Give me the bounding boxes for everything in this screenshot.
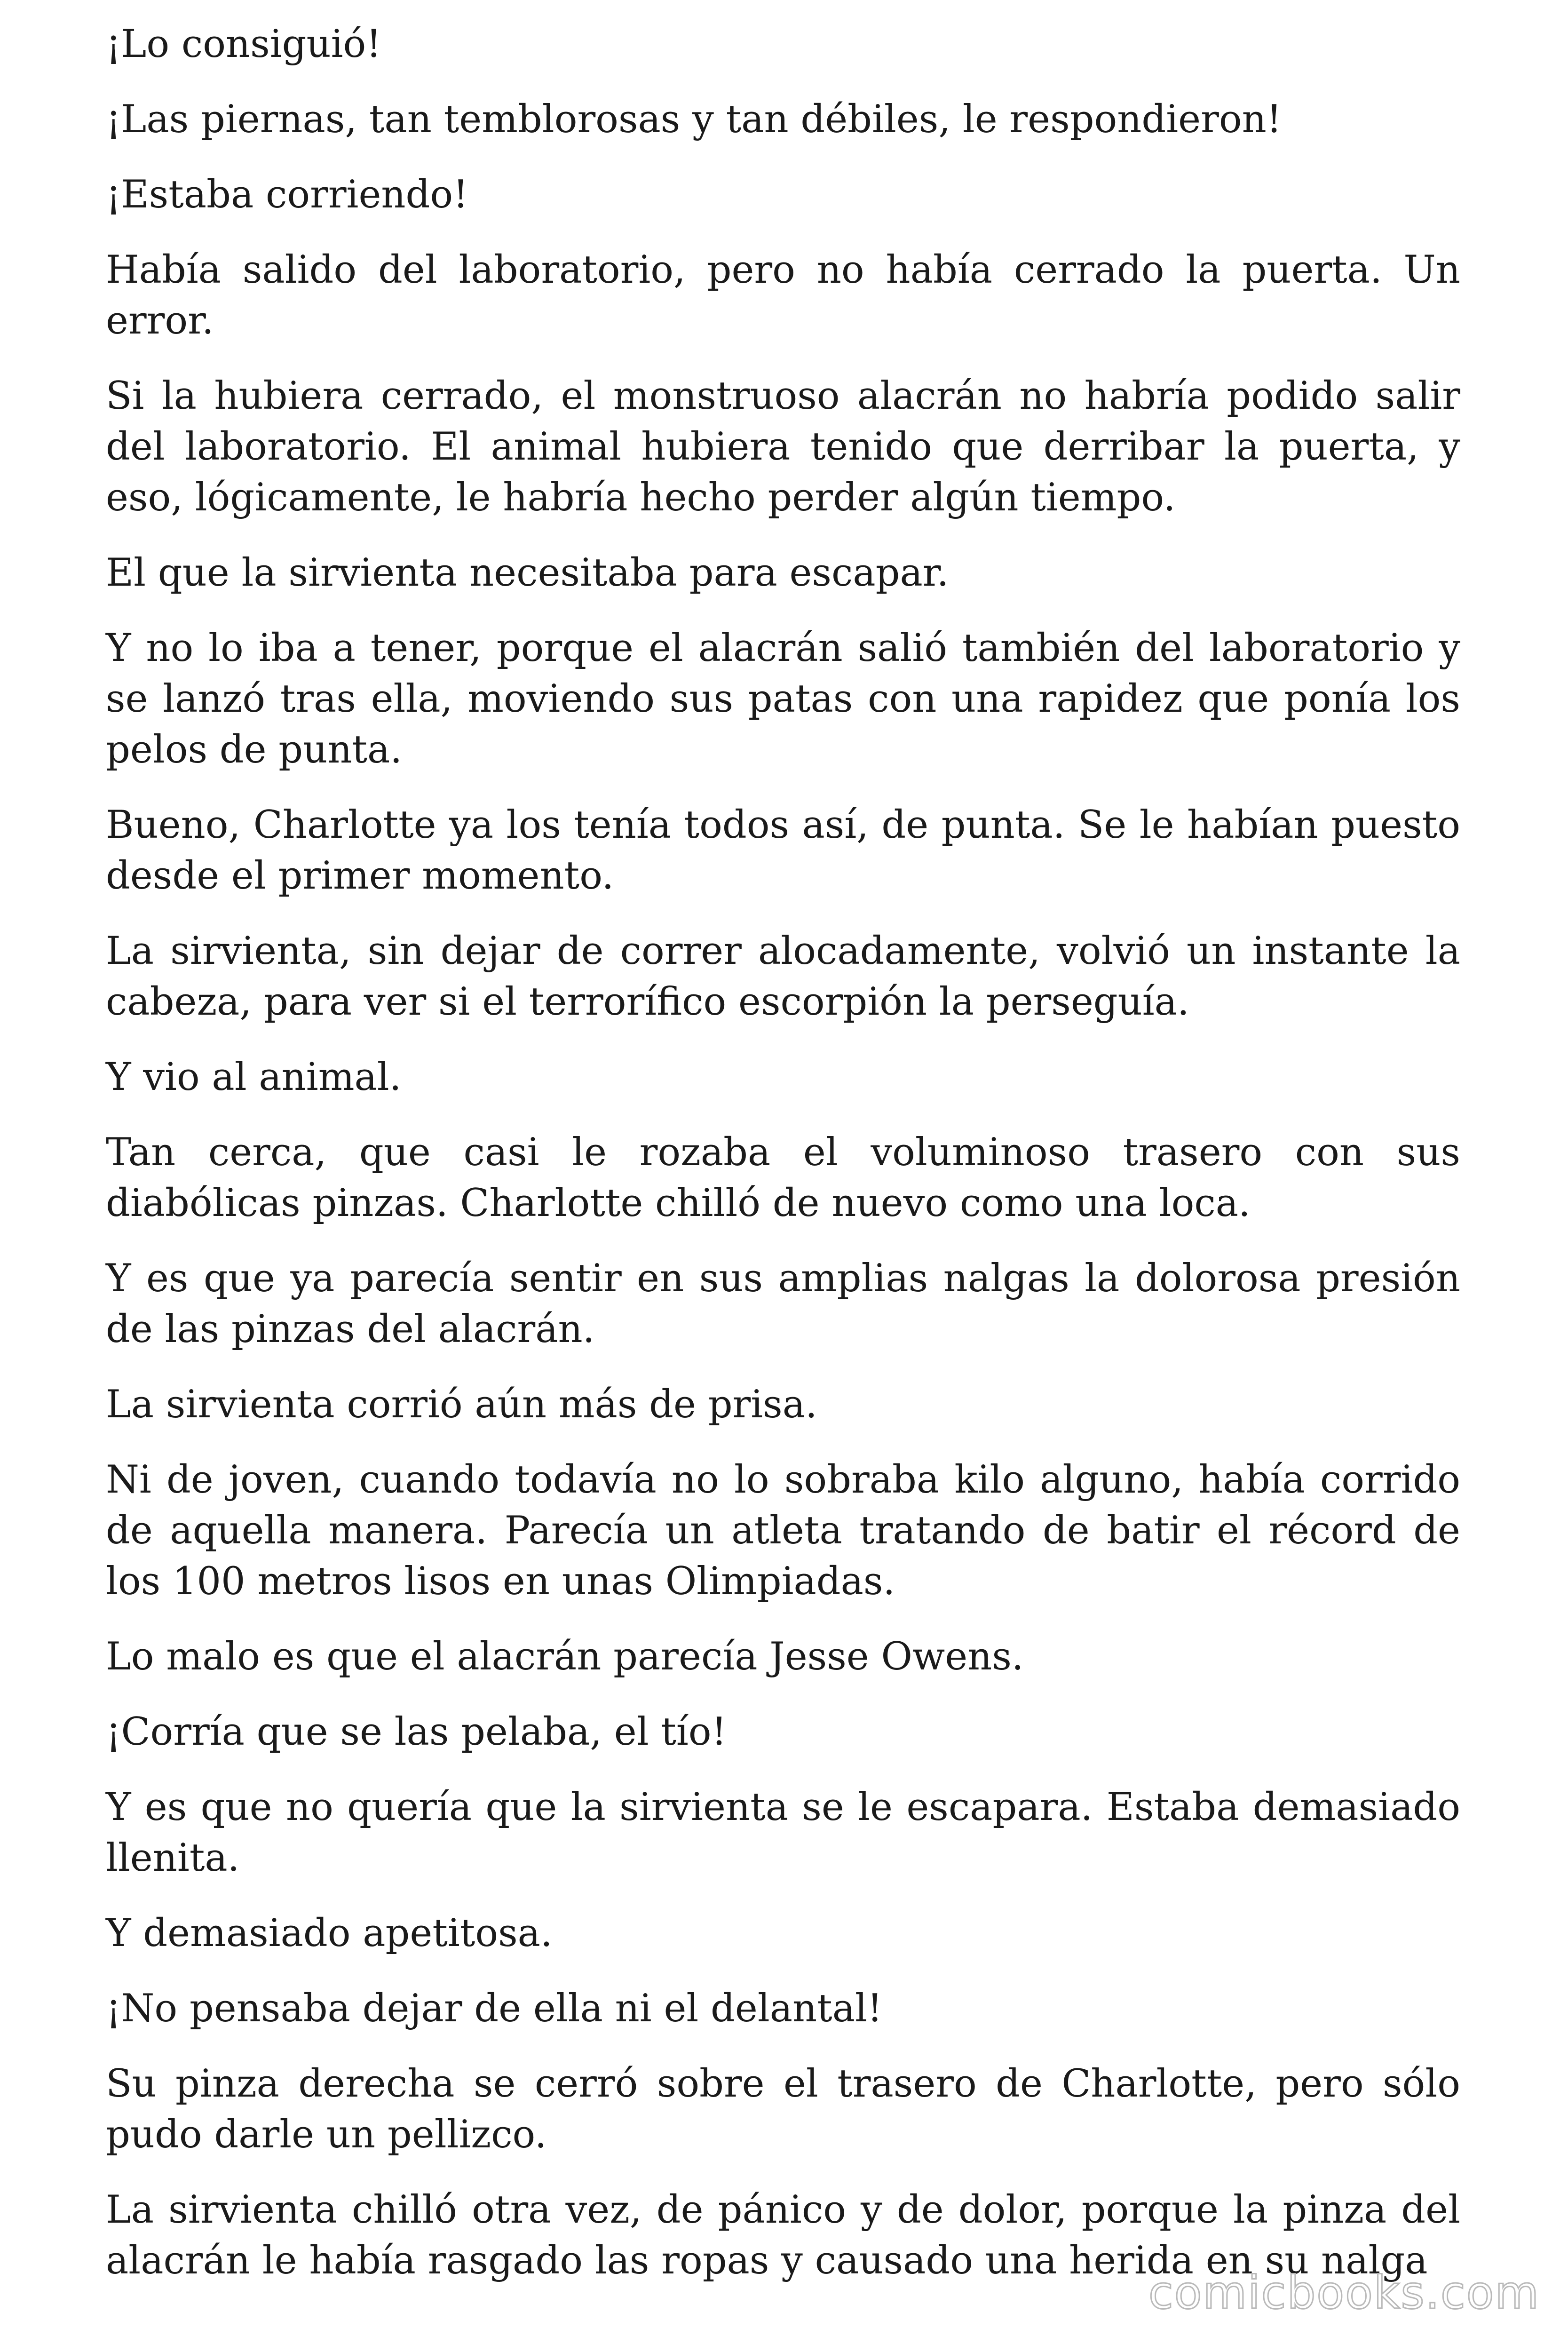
paragraph: ¡Corría que se las pelaba, el tío! bbox=[106, 1710, 727, 1754]
paragraph: Y es que ya parecía sentir en sus amplias nalgas la dolorosa presión de las pinzas del alacrán. bbox=[106, 1256, 1460, 1351]
paragraph: Tan cerca, que casi le rozaba el voluminoso trasero con sus diabólicas pinzas. Charlotte chilló de nuevo como una loca. bbox=[106, 1130, 1460, 1225]
paragraph: Ni de joven, cuando todavía no lo sobraba kilo alguno, había corrido de aquella manera. Parecía un atleta tratando de batir el récord de los 100 metros lisos en unas Olimpiadas. bbox=[106, 1458, 1460, 1604]
paragraph: Y es que no quería que la sirvienta se le escapara. Estaba demasiado llenita. bbox=[106, 1785, 1460, 1880]
paragraph: Y vio al animal. bbox=[106, 1055, 402, 1099]
paragraph: El que la sirvienta necesitaba para escapar. bbox=[106, 551, 949, 595]
paragraph: Su pinza derecha se cerró sobre el trasero de Charlotte, pero sólo pudo darle un pellizco. bbox=[106, 2062, 1460, 2157]
watermark: comicbooks.com bbox=[1148, 2266, 1540, 2319]
paragraph: Si la hubiera cerrado, el monstruoso alacrán no habría podido salir del laboratorio. El animal hubiera tenido que derribar la puerta, y eso, lógicamente, le habría hecho perder algún tiempo. bbox=[106, 374, 1460, 520]
paragraph: Y no lo iba a tener, porque el alacrán salió también del laboratorio y se lanzó tras ella, moviendo sus patas con una rapidez que ponía los pelos de punta. bbox=[106, 626, 1460, 772]
paragraph: Y demasiado apetitosa. bbox=[106, 1911, 553, 1955]
paragraph: Bueno, Charlotte ya los tenía todos así, de punta. Se le habían puesto desde el primer momento. bbox=[106, 803, 1460, 898]
paragraph: La sirvienta corrió aún más de prisa. bbox=[106, 1383, 817, 1427]
paragraph: ¡No pensaba dejar de ella ni el delantal! bbox=[106, 1986, 883, 2031]
paragraph: La sirvienta chilló otra vez, de pánico y de dolor, porque la pinza del alacrán le había rasgado las ropas y causado una herida en su nalga bbox=[106, 2188, 1460, 2283]
paragraph: ¡Lo consiguió! bbox=[106, 22, 381, 66]
paragraph: Había salido del laboratorio, pero no había cerrado la puerta. Un error. bbox=[106, 248, 1460, 343]
paragraph: La sirvienta, sin dejar de correr alocadamente, volvió un instante la cabeza, para ver si el terrorífico escorpión la perseguía. bbox=[106, 929, 1460, 1024]
page-text bbox=[106, 19, 1460, 2311]
paragraph: ¡Estaba corriendo! bbox=[106, 173, 468, 217]
paragraph: ¡Las piernas, tan temblorosas y tan débiles, le respondieron! bbox=[106, 97, 1282, 142]
paragraph: Lo malo es que el alacrán parecía Jesse Owens. bbox=[106, 1635, 1024, 1679]
